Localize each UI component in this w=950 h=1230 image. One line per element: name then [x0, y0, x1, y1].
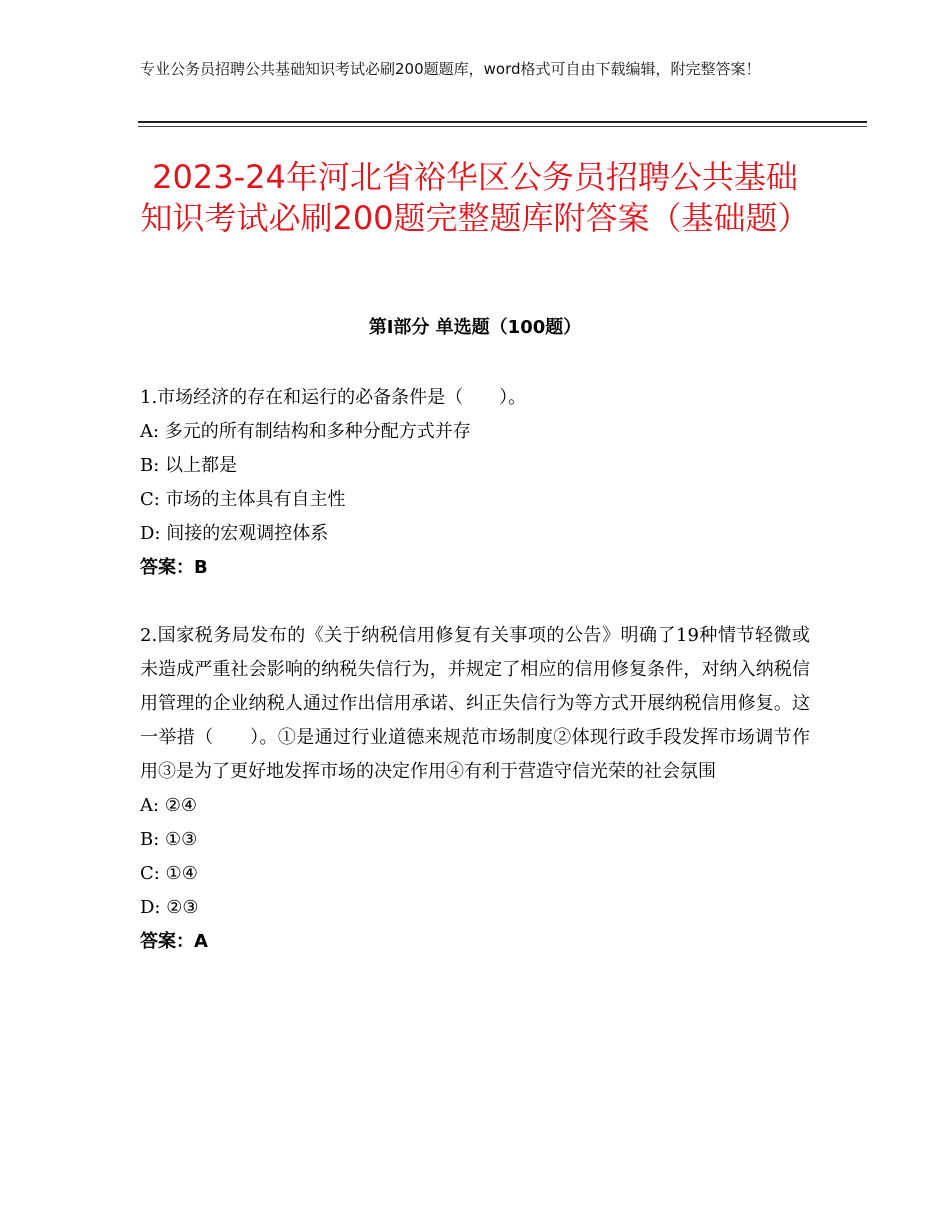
- question-stem: 2.国家税务局发布的《关于纳税信用修复有关事项的公告》明确了19种情节轻微或未造成严重社会影响的纳税失信行为，并规定了相应的信用修复条件，对纳入纳税信用管理的企业纳税人通过作出信用承诺、纠正失信行为等方式开展纳税信用修复。这一举措（ ）。①是通过行业道德来规范市场制度②体现行政手段发挥市场调节作用③是为了更好地发挥市场的决定作用④有利于营造守信光荣的社会氛围: [140, 625, 810, 782]
- question-1: [140, 381, 810, 585]
- header-divider-thick: [138, 121, 867, 123]
- option-c: C: ①④: [140, 863, 198, 884]
- section-heading: 第I部分 单选题（100题）: [368, 317, 582, 338]
- option-b: B: ①③: [140, 829, 198, 850]
- option-c: C: 市场的主体具有自主性: [140, 489, 346, 510]
- header-divider-thin: [138, 126, 867, 127]
- option-d: D: ②③: [140, 897, 199, 918]
- answer: 答案：A: [140, 931, 208, 952]
- question-stem: 1.市场经济的存在和运行的必备条件是（ ）。: [140, 387, 527, 408]
- option-a: A: 多元的所有制结构和多种分配方式并存: [140, 421, 471, 442]
- option-d: D: 间接的宏观调控体系: [140, 523, 329, 544]
- question-2: [140, 619, 810, 959]
- document-title: 2023-24年河北省裕华区公务员招聘公共基础知识考试必刷200题完整题库附答案（基础题）: [140, 158, 810, 237]
- option-b: B: 以上都是: [140, 455, 238, 476]
- header-note: 专业公务员招聘公共基础知识考试必刷200题题库，word格式可自由下载编辑，附完整答案！: [140, 60, 761, 78]
- option-a: A: ②④: [140, 795, 198, 816]
- answer: 答案：B: [140, 557, 208, 578]
